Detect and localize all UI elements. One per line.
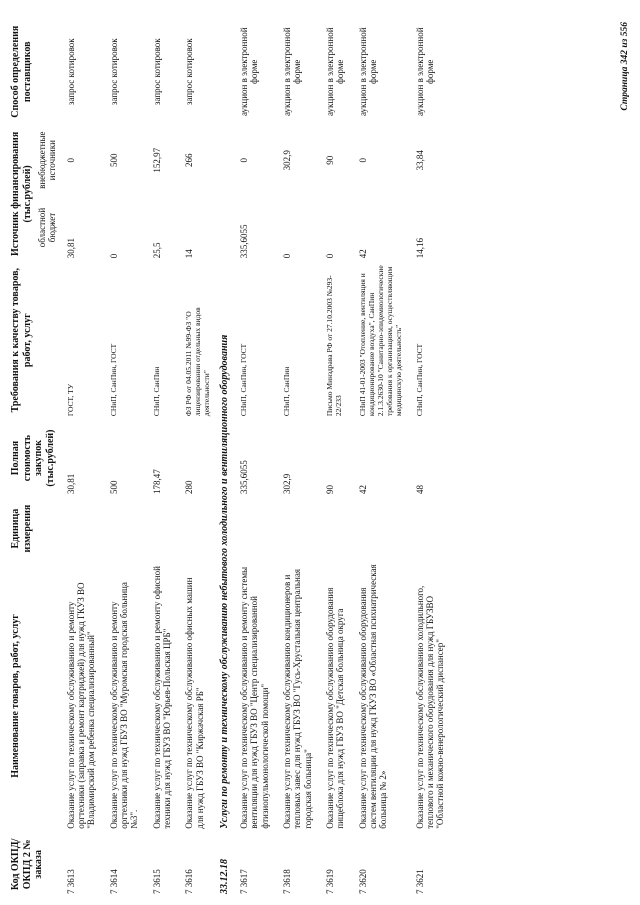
row-name: Оказание услуг по техническому обслуживанию и ремонту оргтехники (заправка и ремонт картриджей) для нужд ГКУЗ ВО "Владимирский дом ребенка специализированный" — [65, 582, 97, 829]
section-code: 33.12.18 — [219, 859, 231, 894]
row-extra: 152,97 — [151, 147, 162, 173]
row-requirements: СНиП, СанПин — [151, 366, 161, 417]
row-cost: 42 — [357, 485, 368, 495]
section-title: Услуги по ремонту и техническому обслуживанию небытового холодильного и вентиляционного оборудования — [219, 334, 231, 829]
table-row — [276, 17, 319, 897]
table-row — [319, 17, 352, 897]
row-cost: 500 — [108, 480, 119, 495]
row-regional: 14,16 — [414, 237, 425, 259]
row-unit — [352, 497, 409, 560]
row-name: Оказание услуг по техническому обслуживанию оборудования пищеблока для нужд ГБУЗ ВО "Детская больница округа — [325, 587, 346, 829]
row-cost: 280 — [184, 480, 195, 495]
header-requirements: Требования к качеству товаров, работ, услуг — [10, 267, 33, 413]
row-extra: 302,9 — [281, 150, 292, 171]
row-name: Оказание услуг по техническому обслуживанию холодильного, теплового и механического оборудования для нужд ГБУЗВО "Областной кожно-венерологический диспансер" — [414, 585, 446, 829]
row-regional: 30,81 — [65, 237, 76, 259]
row-method: аукцион в электронной форме — [357, 27, 379, 117]
row-regional: 42 — [357, 249, 368, 259]
row-requirements: СНиП, СанПин, ГОСТ — [414, 343, 424, 417]
row-name: Оказание услуг по техническому обслуживанию оборудования систем вентиляции для нужд ГКУЗ ВО «Областная психиатрическая больница № 2» — [357, 564, 389, 829]
header-funding-extra: внебюджетные источники — [37, 131, 58, 189]
row-code: 7 3615 — [151, 869, 162, 894]
row-unit — [178, 497, 217, 560]
row-name: Оказание услуг по техническому обслуживанию и ремонту оргтехники для нужд ГБУЗ ВО "Муромская городская больница №3". — [108, 582, 140, 829]
row-method: запрос котировок — [108, 38, 119, 106]
row-method: аукцион в электронной форме — [325, 27, 346, 117]
row-unit — [409, 497, 452, 560]
row-requirements: СНиП, СанПин, ГОСТ — [238, 343, 248, 417]
row-requirements: СНиП 41-01-2003 "Отопление, вентиляция и кондиционирование воздуха", СанПин 2.1.3.2630-10 "Санитарно-эпидемиологические требования к организациям, осуществляющим медицинскую деятельность" — [357, 265, 403, 417]
row-code: 7 3616 — [184, 869, 195, 894]
header-method: Способ определения поставщиков — [10, 25, 33, 118]
row-name: Оказание услуг по техническому обслуживанию кондиционеров и тепловых завес для нужд ГБУЗ ВО "Гусь-Хрустальная центральная городская больница" — [281, 569, 313, 829]
row-cost: 90 — [325, 485, 335, 495]
table-row — [409, 17, 452, 897]
row-requirements: Письмо Минздрава РФ от 27.10.2003 №293-22/233 — [325, 275, 343, 417]
row-unit — [319, 497, 352, 560]
table-row — [103, 17, 146, 897]
row-cost: 335,6055 — [238, 460, 249, 495]
row-extra: 0 — [65, 157, 76, 163]
row-requirements: ГОСТ, ТУ — [65, 383, 75, 417]
row-code: 7 3618 — [281, 869, 292, 894]
row-extra: 266 — [184, 153, 195, 167]
row-regional: 335,6055 — [238, 224, 249, 259]
row-regional: 0 — [108, 253, 119, 259]
row-requirements: СНиП, СанПин — [281, 366, 291, 417]
header-name: Наименование товаров, работ, услуг — [10, 614, 21, 778]
table-row — [178, 17, 217, 897]
procurement-table — [8, 17, 452, 897]
row-method: аукцион в электронной форме — [281, 27, 303, 117]
row-regional: 0 — [281, 253, 292, 259]
row-code: 7 3613 — [65, 869, 76, 894]
row-method: аукцион в электронной форме — [414, 27, 436, 117]
row-regional: 25,5 — [151, 242, 162, 259]
page-number: Страница 342 из 556 — [620, 22, 630, 111]
row-extra: 500 — [108, 153, 119, 167]
row-code: 7 3617 — [238, 869, 249, 894]
row-code: 7 3614 — [108, 869, 119, 894]
row-code: 7 3619 — [325, 869, 335, 894]
row-name: Оказание услуг по техническому обслуживанию офисных машин для нужд ГБУЗ ВО "Киржачская РБ" — [184, 577, 205, 829]
header-cost: Полная стоимость закупок (тыс.рублей) — [10, 429, 56, 487]
table-row — [146, 17, 179, 897]
row-cost: 30,81 — [65, 473, 76, 495]
section-row — [217, 17, 233, 897]
row-method: запрос котировок — [151, 38, 162, 106]
row-extra: 90 — [325, 155, 335, 165]
header-unit: Единица измерения — [10, 504, 33, 553]
row-unit — [233, 497, 276, 560]
table-row — [352, 17, 409, 897]
row-method: аукцион в электронной форме — [238, 27, 260, 117]
row-name: Оказание услуг по техническому обслуживанию и ремонту системы вентиляции для нужд ГБУЗ ВО "Центр специализированной фтизиопульмонологической помощи" — [238, 566, 270, 829]
table-row — [233, 17, 276, 897]
header-funding: Источник финансирования (тыс.рублей) — [10, 131, 33, 256]
row-name: Оказание услуг по техническому обслуживанию и ремонту офисной техники для нужд ГБУЗ ВО "Юрьев-Польская ЦРБ" — [151, 566, 173, 829]
header-code: Код ОКПД/ ОКПД 2 № заказа — [10, 838, 44, 891]
header-funding-regional: областной бюджет — [37, 207, 58, 248]
row-extra: 33,84 — [414, 150, 425, 171]
row-requirements: СНиП, СанПин, ГОСТ — [108, 343, 118, 417]
table-row — [60, 17, 103, 897]
row-requirements: ФЗ РФ от 04.05.2011 №99-ФЗ "О лицензировании отдельных видов деятельности" — [184, 307, 212, 417]
row-unit — [276, 497, 319, 560]
row-regional: 0 — [325, 253, 335, 259]
row-cost: 178,47 — [151, 469, 162, 495]
row-cost: 302,9 — [281, 473, 292, 495]
row-method: запрос котировок — [65, 38, 76, 106]
row-regional: 14 — [184, 249, 195, 259]
row-unit — [60, 497, 103, 560]
row-unit — [103, 497, 146, 560]
row-unit — [146, 497, 179, 560]
row-extra: 0 — [357, 157, 368, 163]
row-code: 7 3621 — [414, 869, 425, 894]
row-method: запрос котировок — [184, 38, 195, 106]
row-code: 7 3620 — [357, 869, 368, 894]
row-extra: 0 — [238, 157, 249, 163]
row-cost: 48 — [414, 485, 425, 495]
